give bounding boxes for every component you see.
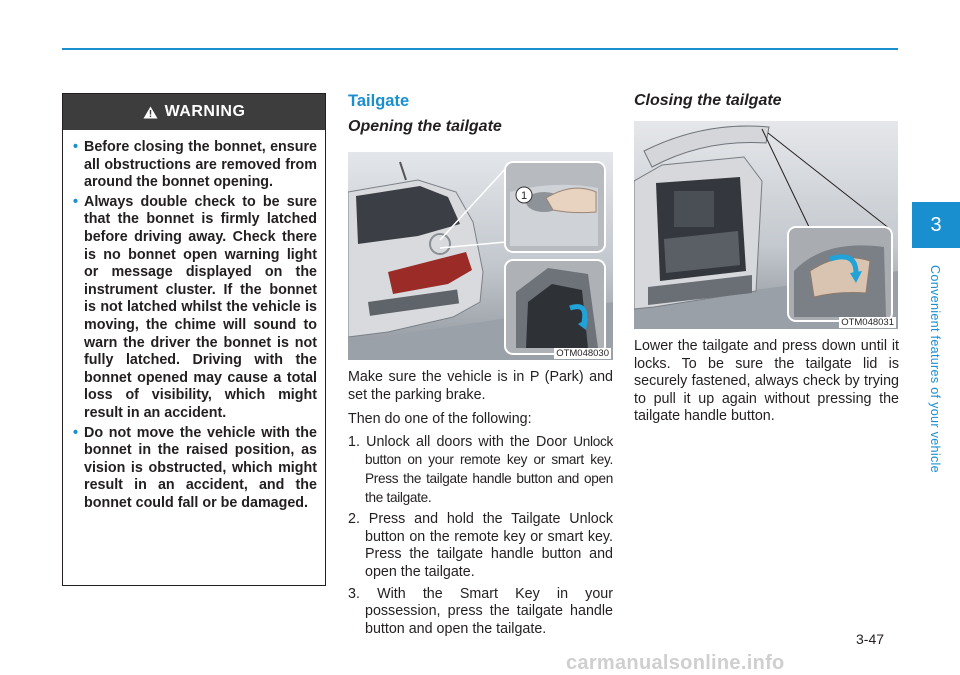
header-rule (62, 48, 898, 50)
section-title: Tailgate (348, 92, 410, 110)
page-number: 3-47 (856, 631, 885, 647)
step-item (348, 586, 613, 639)
warning-box (62, 93, 326, 586)
warning-triangle-icon (143, 106, 158, 119)
step-number: 1. (348, 433, 360, 450)
suv-rear-illustration (348, 152, 613, 360)
closing-column (634, 90, 899, 426)
warning-title: WARNING (164, 103, 246, 120)
opening-figure (348, 152, 613, 360)
chapter-tab (912, 202, 960, 248)
closing-paragraph: Lower the tailgate and press down until it locks. To be sure the tailgate lid is securely fastened, always check by trying to pull it up again without pressing the tailgate handle button. (634, 338, 899, 425)
step-text: Press and hold the Tailgate Unlock button on the remote key or smart key. Press the tailgate handle button and open the tailgate. (365, 511, 613, 580)
warning-list (63, 130, 325, 512)
steps-list (348, 433, 613, 639)
step-text: Unlock all doors with the Door (366, 433, 568, 450)
step-number: 3. (348, 585, 360, 602)
opening-title: Opening the tailgate (348, 118, 502, 135)
warning-item: • Before closing the bonnet, ensure all obstructions are removed from around the bonnet opening. (73, 139, 317, 192)
chapter-title: Convenient features of your vehicle (928, 265, 942, 473)
step-item (348, 433, 613, 507)
figure-code: OTM048030 (556, 348, 609, 359)
svg-text:1: 1 (520, 190, 528, 202)
chapter-number: 3 (930, 213, 942, 236)
closing-title: Closing the tailgate (634, 92, 782, 109)
intro-paragraph: Make sure the vehicle is in P (Park) and set the parking brake. (348, 369, 613, 403)
step-text-condensed: Unlock button on your remote key or smart key. Press the tailgate handle button and open the tailgate. (365, 433, 613, 505)
closing-figure (634, 121, 898, 329)
suv-open-tailgate-illustration (634, 121, 898, 329)
warning-header (63, 94, 325, 130)
warning-item: • Always double check to be sure that the bonnet is firmly latched before driving away. Check there is no bonnet open warning light or message displayed on the instrument cluster. If the bonnet is not latched whilst the vehicle is moving, the chime will sound to warn the driver the bonnet is not fully latched. Driving with the bonnet opened may cause a total loss of visibility, which might result in an accident. (73, 194, 317, 423)
step-number: 2. (348, 511, 360, 528)
figure-code: OTM048031 (841, 317, 894, 328)
lead-paragraph: Then do one of the following: (348, 411, 532, 428)
tailgate-column (348, 90, 613, 638)
warning-item: • Do not move the vehicle with the bonnet in the raised position, as vision is obstructed, which might result in an accident, and the bonnet could fall or be damaged. (73, 425, 317, 513)
step-item (348, 511, 613, 581)
watermark: carmanualsonline.info (566, 652, 785, 674)
step-text: With the Smart Key in your possession, press the tailgate handle button and open the tailgate. (365, 585, 613, 637)
